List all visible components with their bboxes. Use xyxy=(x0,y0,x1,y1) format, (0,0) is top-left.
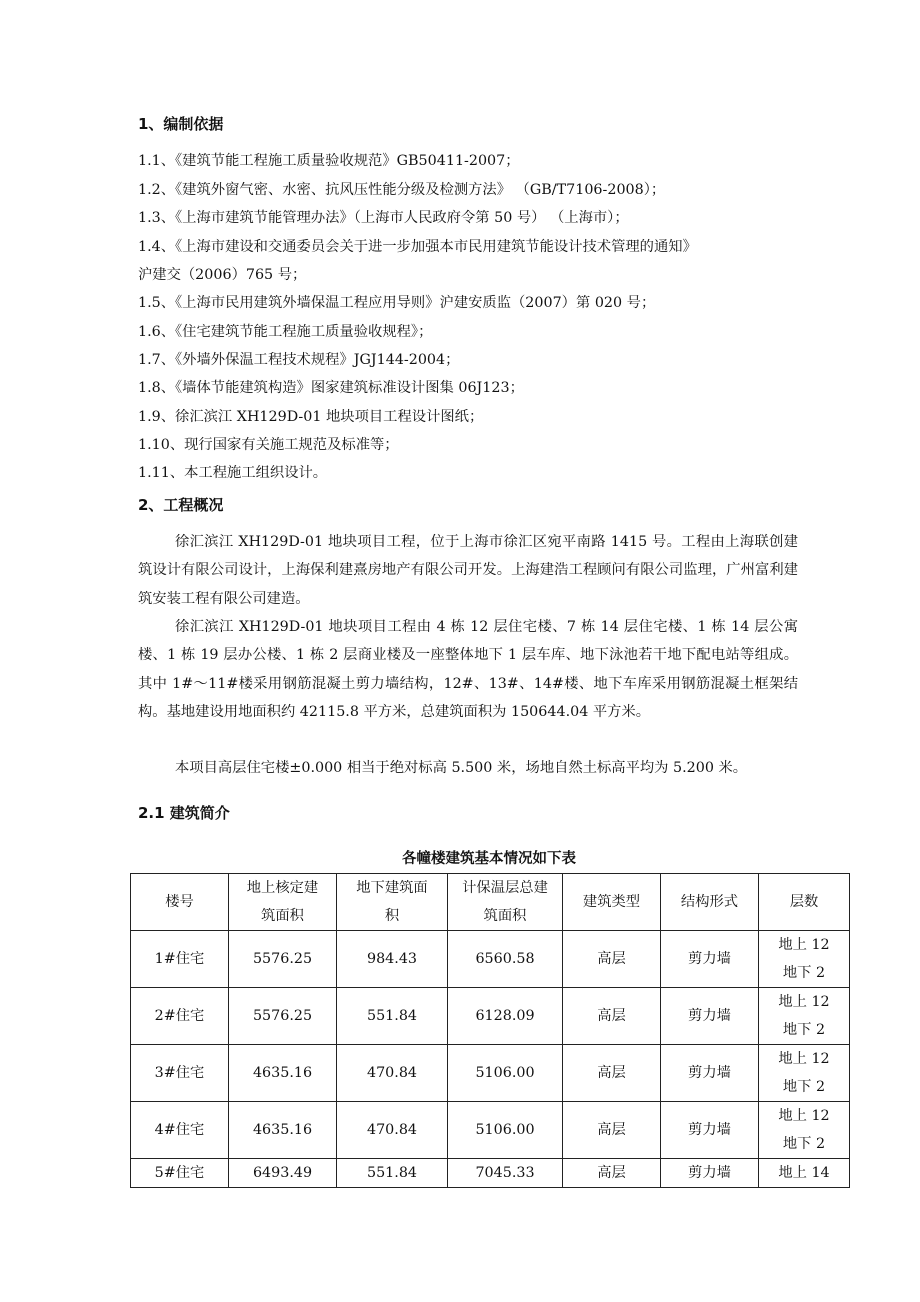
cell-building: 5#住宅 xyxy=(131,1159,229,1188)
cell-type: 高层 xyxy=(563,1102,661,1159)
header-type: 建筑类型 xyxy=(563,874,661,931)
cell-type: 高层 xyxy=(563,988,661,1045)
cell-above-area: 5576.25 xyxy=(229,931,337,988)
cell-below-area: 984.43 xyxy=(337,931,448,988)
section-1-heading: 1、编制依据 xyxy=(138,115,224,133)
cell-insulated-area: 6128.09 xyxy=(448,988,563,1045)
cell-below-area: 470.84 xyxy=(337,1102,448,1159)
basis-item: 1.3、《上海市建筑节能管理办法》（上海市人民政府令第 50 号） （上海市）； xyxy=(138,210,629,226)
cell-floors: 地上 12 地下 2 xyxy=(759,1102,850,1159)
overview-paragraph: 徐汇滨江 XH129D-01 地块项目工程，位于上海市徐汇区宛平南路 1415 号。工程由上海联创建筑设计有限公司设计，上海保利建熹房地产有限公司开发。上海建浩工程顾问有限公司监理，广州富利建筑安装工程有限公司建造。 xyxy=(138,534,798,607)
basis-item: 1.7、《外墙外保温工程技术规程》JGJ144-2004； xyxy=(138,352,460,368)
header-above-area: 地上核定建 筑面积 xyxy=(229,874,337,931)
basis-item: 1.8、《墙体节能建筑构造》图家建筑标准设计图集 06J123； xyxy=(138,380,524,396)
table-row xyxy=(131,1102,850,1159)
basis-item: 1.6、《住宅建筑节能工程施工质量验收规程》； xyxy=(138,324,433,340)
cell-below-area: 470.84 xyxy=(337,1045,448,1102)
cell-structure: 剪力墙 xyxy=(661,1045,759,1102)
header-structure: 结构形式 xyxy=(661,874,759,931)
cell-insulated-area: 6560.58 xyxy=(448,931,563,988)
cell-below-area: 551.84 xyxy=(337,988,448,1045)
cell-structure: 剪力墙 xyxy=(661,1159,759,1188)
basis-item: 1.9、徐汇滨江 XH129D-01 地块项目工程设计图纸； xyxy=(138,409,484,425)
cell-above-area: 4635.16 xyxy=(229,1045,337,1102)
section-2-heading: 2、工程概况 xyxy=(138,496,224,514)
header-below-area: 地下建筑面 积 xyxy=(337,874,448,931)
basis-item: 沪建交（2006）765 号； xyxy=(138,267,307,283)
basis-item: 1.10、现行国家有关施工规范及标准等； xyxy=(138,437,399,453)
table-row xyxy=(131,988,850,1045)
table-row xyxy=(131,1159,850,1188)
cell-floors: 地上 12 地下 2 xyxy=(759,931,850,988)
cell-insulated-area: 7045.33 xyxy=(448,1159,563,1188)
cell-floors: 地上 14 xyxy=(759,1159,850,1188)
cell-building: 4#住宅 xyxy=(131,1102,229,1159)
basis-item: 1.11、本工程施工组织设计。 xyxy=(138,465,328,481)
cell-structure: 剪力墙 xyxy=(661,1102,759,1159)
cell-type: 高层 xyxy=(563,931,661,988)
header-building: 楼号 xyxy=(131,874,229,931)
basis-item: 1.4、《上海市建设和交通委员会关于进一步加强本市民用建筑节能设计技术管理的通知》 xyxy=(138,239,697,255)
basis-item: 1.1、《建筑节能工程施工质量验收规范》GB50411-2007； xyxy=(138,153,520,169)
cell-structure: 剪力墙 xyxy=(661,988,759,1045)
cell-building: 2#住宅 xyxy=(131,988,229,1045)
cell-type: 高层 xyxy=(563,1045,661,1102)
overview-paragraph: 徐汇滨江 XH129D-01 地块项目工程由 4 栋 12 层住宅楼、7 栋 14 层住宅楼、1 栋 14 层公寓楼、1 栋 19 层办公楼、1 栋 2 层商业楼及一座整体地下 1 层车库、地下泳池若干地下配电站等组成。其中 1#～11#楼采用钢筋混凝土剪力墙结构，12#、13#、14#楼、地下车库采用钢筋混凝土框架结构。基地建设用地面积约 42115.8 平方米，总建筑面积为 150644.04 平方米。 xyxy=(138,619,798,721)
cell-above-area: 4635.16 xyxy=(229,1102,337,1159)
cell-structure: 剪力墙 xyxy=(661,931,759,988)
building-table xyxy=(130,873,850,1188)
cell-above-area: 6493.49 xyxy=(229,1159,337,1188)
cell-above-area: 5576.25 xyxy=(229,988,337,1045)
cell-type: 高层 xyxy=(563,1159,661,1188)
cell-building: 1#住宅 xyxy=(131,931,229,988)
cell-floors: 地上 12 地下 2 xyxy=(759,988,850,1045)
table-row xyxy=(131,931,850,988)
table-row xyxy=(131,1045,850,1102)
header-floors: 层数 xyxy=(759,874,850,931)
overview-paragraph: 本项目高层住宅楼±0.000 相当于绝对标高 5.500 米，场地自然土标高平均为 5.200 米。 xyxy=(175,760,748,776)
cell-insulated-area: 5106.00 xyxy=(448,1102,563,1159)
table-caption: 各幢楼建筑基本情况如下表 xyxy=(402,851,576,867)
cell-building: 3#住宅 xyxy=(131,1045,229,1102)
basis-item: 1.5、《上海市民用建筑外墙保温工程应用导则》沪建安质监（2007）第 020 号； xyxy=(138,295,656,311)
table-header-row xyxy=(131,874,850,931)
header-insulated-area: 计保温层总建 筑面积 xyxy=(448,874,563,931)
cell-below-area: 551.84 xyxy=(337,1159,448,1188)
cell-insulated-area: 5106.00 xyxy=(448,1045,563,1102)
cell-floors: 地上 12 地下 2 xyxy=(759,1045,850,1102)
section-2-1-heading: 2.1 建筑简介 xyxy=(138,804,230,822)
basis-item: 1.2、《建筑外窗气密、水密、抗风压性能分级及检测方法》 （GB/T7106-2008）； xyxy=(138,182,666,198)
